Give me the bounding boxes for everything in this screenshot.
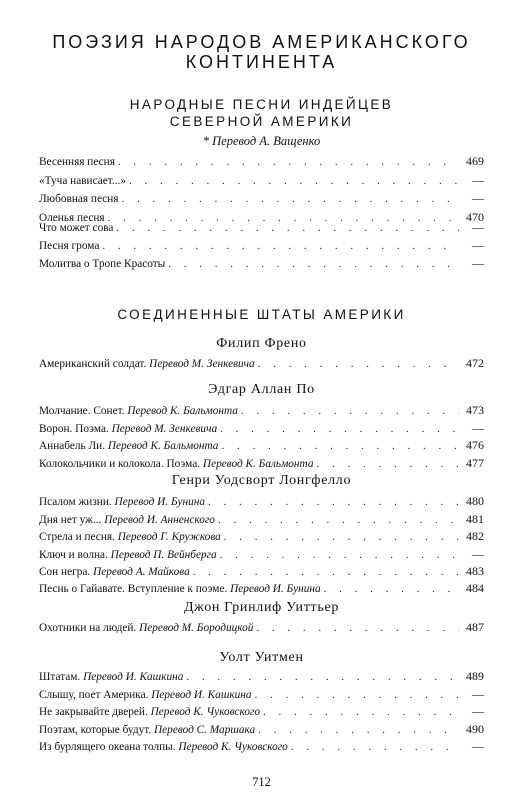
toc-entry[interactable] <box>39 153 484 169</box>
entry-translator: Перевод П. Вейнберга <box>110 549 217 561</box>
entry-poem-title: Что может сова <box>39 222 114 234</box>
entry-translator: Перевод М. Зенкевича <box>149 358 255 370</box>
dot-leader <box>116 220 459 236</box>
entry-page-number: 477 <box>466 456 484 470</box>
dot-leader <box>316 456 459 472</box>
entry-page-number: — <box>472 739 484 753</box>
entry-title <box>39 529 221 545</box>
dot-leader <box>258 722 459 738</box>
entry-poem-title: Штатам. <box>39 671 81 683</box>
toc-entry[interactable] <box>39 237 484 253</box>
entry-page-number: — <box>472 220 484 234</box>
entry-title <box>39 722 255 738</box>
entry-poem-title: Слышу, поет Америка. <box>39 689 149 701</box>
entry-page-number: — <box>472 704 484 718</box>
author-name: Джон Гринлиф Уиттьер <box>183 600 340 615</box>
entry-page-number: 472 <box>466 356 484 370</box>
entry-page-number: 482 <box>466 529 484 543</box>
toc-entry[interactable] <box>39 172 484 188</box>
dot-leader <box>224 529 459 545</box>
toc-entry[interactable] <box>39 437 484 453</box>
page-number: 712 <box>252 775 271 789</box>
entry-translator: Перевод К. Бальмонта <box>107 440 219 452</box>
dot-leader <box>102 238 459 254</box>
entry-page-number: — <box>472 256 484 270</box>
entry-poem-title: Песня грома <box>39 240 100 252</box>
entry-title <box>39 494 205 510</box>
toc-entry[interactable] <box>39 580 484 596</box>
toc-entry[interactable] <box>39 219 484 235</box>
dot-leader <box>256 620 459 636</box>
entry-title <box>39 154 115 170</box>
entry-page-number: — <box>472 421 484 435</box>
entry-page-number: 476 <box>466 438 484 452</box>
toc-entry[interactable] <box>39 255 484 271</box>
entry-translator: Перевод И. Анненского <box>104 514 215 526</box>
toc-entry[interactable] <box>39 402 484 418</box>
entry-poem-title: Охотники на людей. <box>39 622 137 634</box>
entry-poem-title: Ворон. Поэма. <box>39 423 109 435</box>
author-name: Генри Уодсворт Лонгфелло <box>171 473 352 488</box>
entry-title <box>39 220 113 236</box>
entry-title <box>39 581 321 597</box>
entry-poem-title: Молчание. Сонет. <box>39 405 125 417</box>
entry-poem-title: Колокольчики и колокола. Поэма. <box>39 458 201 470</box>
entry-title <box>39 356 255 372</box>
entry-page-number: 487 <box>466 620 484 634</box>
entry-title <box>39 704 260 720</box>
entry-poem-title: Весенняя песня <box>39 156 115 168</box>
entry-title <box>39 456 313 472</box>
entry-page-number: — <box>472 687 484 701</box>
entry-page-number: — <box>472 173 484 187</box>
dot-leader <box>193 564 459 580</box>
entry-page-number: — <box>472 238 484 252</box>
toc-entry[interactable] <box>39 455 484 471</box>
entry-title <box>39 669 183 685</box>
dot-leader <box>324 581 459 597</box>
entry-title <box>39 403 238 419</box>
dot-leader <box>258 356 459 372</box>
entry-title <box>39 547 217 563</box>
entry-title <box>39 620 253 636</box>
entry-page-number: 490 <box>466 722 484 736</box>
dot-leader <box>186 669 459 685</box>
entry-poem-title: Сон негра. <box>39 566 91 578</box>
toc-entry[interactable] <box>39 528 484 544</box>
entry-poem-title: Псалом жизни. <box>39 496 112 508</box>
entry-title <box>39 191 119 207</box>
toc-entry[interactable] <box>39 190 484 206</box>
entry-poem-title: Из бурлящего океана толпы. <box>39 741 176 753</box>
entry-page-number: 484 <box>466 581 484 595</box>
dot-leader <box>122 191 459 207</box>
entry-poem-title: Молитва о Тропе Красоты <box>39 258 166 270</box>
dot-leader <box>220 547 459 563</box>
author-name: Филип Френо <box>216 336 307 351</box>
entry-poem-title: Поэтам, которые будут. <box>39 724 152 736</box>
entry-title <box>39 739 288 755</box>
entry-translator: Перевод И. Кашкина <box>151 689 252 701</box>
entry-title <box>39 512 215 528</box>
entry-page-number: 473 <box>466 403 484 417</box>
entry-title <box>39 256 165 272</box>
entry-page-number: 480 <box>466 494 484 508</box>
toc-entry[interactable] <box>39 493 484 509</box>
entry-translator: Перевод И. Бунина <box>114 496 206 508</box>
toc-entry[interactable] <box>39 420 484 436</box>
section-title-line-2: СЕВЕРНОЙ АМЕРИКИ <box>169 114 354 129</box>
dot-leader <box>241 403 459 419</box>
entry-title <box>39 564 190 580</box>
author-name: Уолт Уитмен <box>219 650 304 665</box>
author-name: Эдгар Аллан По <box>208 382 315 397</box>
entry-title <box>39 238 99 254</box>
entry-poem-title: Ключ и волна. <box>39 549 108 561</box>
dot-leader <box>255 687 459 703</box>
entry-poem-title: Аннабель Ли. <box>39 440 106 452</box>
dot-leader <box>129 173 459 189</box>
section-translator: * Перевод А. Ващенко <box>202 134 321 148</box>
entry-page-number: 481 <box>466 512 484 526</box>
toc-entry[interactable] <box>39 703 484 719</box>
dot-leader <box>118 154 459 170</box>
entry-poem-title: Дня нет уж... <box>39 514 102 526</box>
entry-poem-title: Любовная песня <box>39 193 119 205</box>
entry-translator: Перевод С. Маршака <box>154 724 256 736</box>
toc-entry[interactable] <box>39 686 484 702</box>
dot-leader <box>208 494 459 510</box>
entry-translator: Перевод К. Чуковского <box>178 741 288 753</box>
dot-leader <box>221 438 459 454</box>
toc-entry[interactable] <box>39 738 484 754</box>
section-title: СОЕДИНЕННЫЕ ШТАТЫ АМЕРИКИ <box>117 307 406 322</box>
dot-leader <box>220 421 459 437</box>
entry-title <box>39 173 126 189</box>
toc-entry[interactable] <box>39 546 484 562</box>
entry-page-number: 489 <box>466 669 484 683</box>
entry-translator: Перевод И. Кашкина <box>83 671 184 683</box>
entry-title <box>39 438 218 454</box>
toc-entry[interactable] <box>39 511 484 527</box>
page-title-line-1: ПОЭЗИЯ НАРОДОВ АМЕРИКАНСКОГО <box>52 32 471 52</box>
entry-translator: Перевод К. Бальмонта <box>127 405 238 417</box>
entry-poem-title: Не закрывайте дверей. <box>39 706 148 718</box>
dot-leader <box>168 256 459 272</box>
entry-poem-title: Песнь о Гайавате. Вступление к поэме. <box>39 583 228 595</box>
entry-translator: Перевод М. Бородицкой <box>139 622 254 634</box>
entry-title <box>39 421 217 437</box>
entry-title <box>39 687 252 703</box>
toc-entry[interactable] <box>39 355 484 371</box>
entry-page-number: 469 <box>466 154 484 168</box>
entry-poem-title: Стрела и песня. <box>39 531 115 543</box>
entry-translator: Перевод К. Чуковского <box>150 706 261 718</box>
toc-entry[interactable] <box>39 668 484 684</box>
dot-leader <box>291 739 459 755</box>
entry-page-number: — <box>472 191 484 205</box>
entry-page-number: 470 <box>466 210 484 224</box>
entry-translator: Перевод А. Майкова <box>93 566 190 578</box>
section-title-line-1: НАРОДНЫЕ ПЕСНИ ИНДЕЙЦЕВ <box>129 97 394 112</box>
dot-leader <box>263 704 459 720</box>
entry-translator: Перевод К. Бальмонта <box>202 458 314 470</box>
entry-translator: Перевод И. Бунина <box>230 583 321 595</box>
toc-entry[interactable] <box>39 563 484 579</box>
page-title-line-2: КОНТИНЕНТА <box>185 52 338 72</box>
entry-poem-title: Оленья песня <box>39 212 105 224</box>
toc-entry[interactable] <box>39 619 484 635</box>
entry-poem-title: «Туча нависает...» <box>39 175 126 187</box>
entry-page-number: — <box>472 547 484 561</box>
entry-translator: Перевод Г. Кружкова <box>117 531 221 543</box>
entry-page-number: 483 <box>466 564 484 578</box>
entry-poem-title: Американский солдат. <box>39 358 147 370</box>
dot-leader <box>218 512 459 528</box>
toc-entry[interactable] <box>39 721 484 737</box>
entry-translator: Перевод М. Зенкевича <box>111 423 218 435</box>
